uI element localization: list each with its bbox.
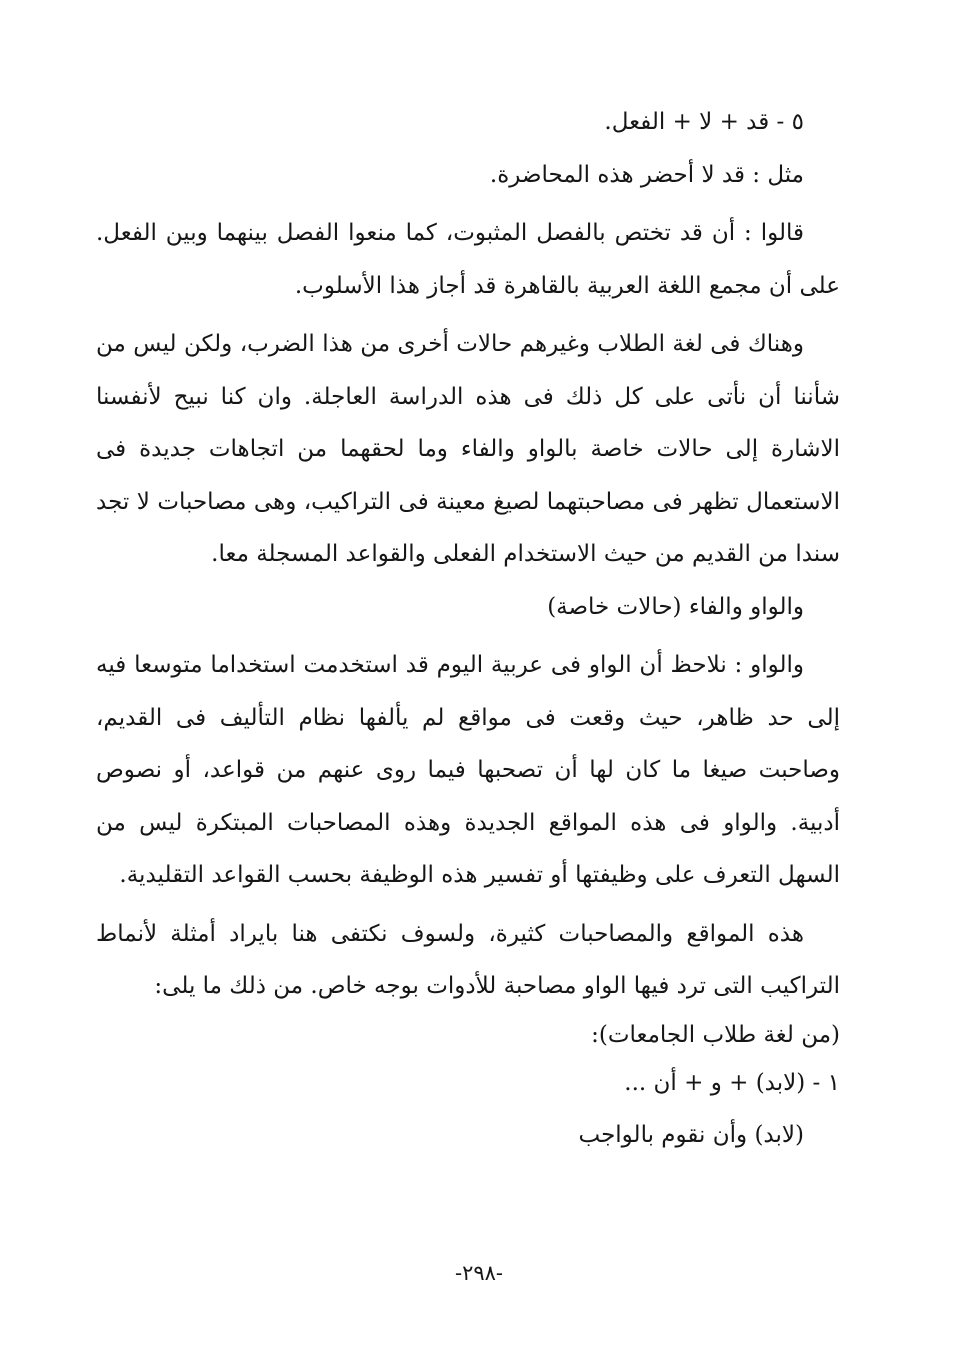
pattern-item-1: ١ - (لابد) + و + أن ...: [624, 1069, 840, 1096]
paragraph-mawaqi: هذه المواقع والمصاحبات كثيرة، ولسوف نكتفى هنا بايراد أمثلة لأنماط التراكيب التى ترد فيها الواو مصاحبة للأدوات بوجه خاص. من ذلك ما يلى:: [96, 920, 840, 999]
paragraph-qalu: قالوا : أن قد تختص بالفصل المثبوت، كما منعوا الفصل بينهما وبين الفعل. على أن مجمع اللغة العربية بالقاهرة قد أجاز هذا الأسلوب.: [96, 220, 840, 299]
section-heading-waw-fa: والواو والفاء (حالات خاصة): [547, 593, 804, 620]
page-number: -٢٩٨-: [454, 1261, 504, 1285]
paragraph-hunak: وهناك فى لغة الطلاب وغيرهم حالات أخرى من هذا الضرب، ولكن ليس من شأننا أن نأتى على كل ذلك فى هذه الدراسة العاجلة. وان كنا نبيح لأنفسنا الاشارة إلى حالات خاصة بالواو والفاء وما لحقهما من اتجاهات جديدة فى الاستعمال تظهر فى مصاحبتهما لصيغ معينة فى التراكيب، وهى مصاحبات لا تجد سندا من القديم من حيث الاستخدام الفعلى والقواعد المسجلة معا.: [96, 331, 840, 567]
paragraph-waw: والواو : نلاحظ أن الواو فى عربية اليوم قد استخدمت استخداما متوسعا فيه إلى حد ظاهر، حيث وقعت فى مواقع لم يألفها نظام التأليف فى القديم، وصاحبت صيغا ما كان لها أن تصحبها فيما روى عنهم من قواعد، أو نصوص أدبية. والواو فى هذه المواقع الجديدة وهذه المصاحبات المبتكرة ليس من السهل التعرف على وظيفتها أو تفسير هذه الوظيفة بحسب القواعد التقليدية.: [96, 652, 840, 888]
body-text: [96, 96, 840, 1162]
example-sentence: مثل : قد لا أحضر هذه المحاضرة.: [489, 161, 804, 188]
pattern-example: (لابد) وأن نقوم بالواجب: [578, 1122, 804, 1148]
source-note: (من لغة طلاب الجامعات):: [591, 1021, 840, 1048]
rule-item-5: ٥ - قد + لا + الفعل.: [604, 109, 804, 135]
